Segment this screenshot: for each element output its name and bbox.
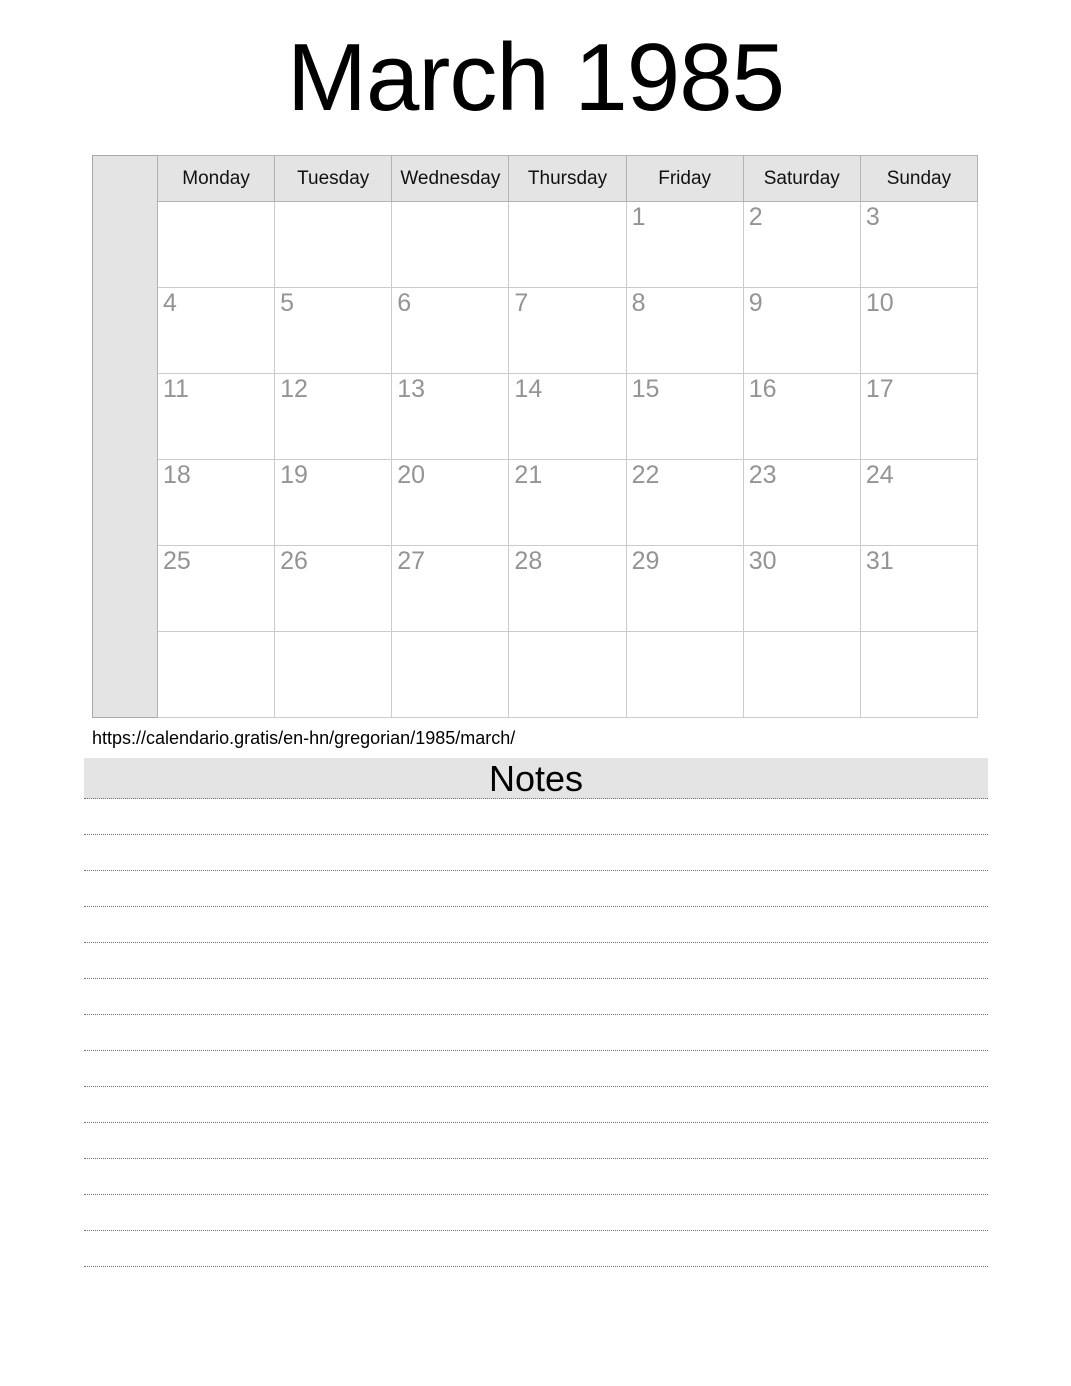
- calendar-week-row: [93, 460, 978, 546]
- day-cell: 3: [860, 202, 977, 288]
- day-cell: [860, 632, 977, 718]
- note-line: [84, 979, 988, 1015]
- day-cell: [158, 632, 275, 718]
- day-cell: [509, 202, 626, 288]
- day-cell: 9: [743, 288, 860, 374]
- day-cell: 4: [158, 288, 275, 374]
- day-cell: 13: [392, 374, 509, 460]
- day-cell: 21: [509, 460, 626, 546]
- note-line: [84, 1159, 988, 1195]
- note-line: [84, 1087, 988, 1123]
- day-header-monday: Monday: [158, 156, 275, 202]
- day-cell: [392, 202, 509, 288]
- day-cell: [392, 632, 509, 718]
- day-cell: 24: [860, 460, 977, 546]
- day-cell: 27: [392, 546, 509, 632]
- day-cell: 16: [743, 374, 860, 460]
- day-cell: 5: [275, 288, 392, 374]
- day-cell: 17: [860, 374, 977, 460]
- day-cell: [158, 202, 275, 288]
- calendar-week-row: [93, 288, 978, 374]
- note-line: [84, 871, 988, 907]
- day-header-sunday: Sunday: [860, 156, 977, 202]
- day-cell: [509, 632, 626, 718]
- note-line: [84, 943, 988, 979]
- note-line: [84, 1231, 988, 1267]
- calendar-header-row: [93, 156, 978, 202]
- notes-title: Notes: [488, 758, 584, 799]
- notes-header: [84, 758, 988, 799]
- day-cell: 15: [626, 374, 743, 460]
- week-side-cell: [93, 202, 158, 288]
- week-side-cell: [93, 374, 158, 460]
- day-cell: 18: [158, 460, 275, 546]
- week-side-cell: [93, 546, 158, 632]
- day-header-friday: Friday: [626, 156, 743, 202]
- calendar-body: [93, 202, 978, 718]
- day-cell: 29: [626, 546, 743, 632]
- note-line: [84, 835, 988, 871]
- day-cell: [275, 202, 392, 288]
- day-cell: 22: [626, 460, 743, 546]
- calendar-table: [92, 155, 978, 718]
- day-cell: 30: [743, 546, 860, 632]
- week-side-cell: [93, 460, 158, 546]
- note-line: [84, 1051, 988, 1087]
- note-lines: [84, 799, 988, 1267]
- day-cell: 11: [158, 374, 275, 460]
- calendar-week-row: [93, 202, 978, 288]
- calendar-week-row: [93, 632, 978, 718]
- day-header-wednesday: Wednesday: [392, 156, 509, 202]
- day-cell: 31: [860, 546, 977, 632]
- page-title: March 1985: [287, 24, 784, 131]
- day-cell: 19: [275, 460, 392, 546]
- day-cell: 8: [626, 288, 743, 374]
- week-side-cell: [93, 288, 158, 374]
- day-cell: 26: [275, 546, 392, 632]
- day-cell: [743, 632, 860, 718]
- day-cell: 6: [392, 288, 509, 374]
- notes-section: [84, 758, 988, 1267]
- day-header-thursday: Thursday: [509, 156, 626, 202]
- day-cell: 20: [392, 460, 509, 546]
- day-header-saturday: Saturday: [743, 156, 860, 202]
- day-cell: 23: [743, 460, 860, 546]
- calendar-week-row: [93, 374, 978, 460]
- day-cell: [275, 632, 392, 718]
- calendar-week-row: [93, 546, 978, 632]
- week-side-cell: [93, 632, 158, 718]
- day-cell: [626, 632, 743, 718]
- day-cell: 10: [860, 288, 977, 374]
- calendar-corner-cell: [93, 156, 158, 202]
- source-url: https://calendario.gratis/en-hn/gregorian/1985/march/: [92, 728, 516, 748]
- day-cell: 7: [509, 288, 626, 374]
- note-line: [84, 907, 988, 943]
- day-header-tuesday: Tuesday: [275, 156, 392, 202]
- day-cell: 1: [626, 202, 743, 288]
- note-line: [84, 1123, 988, 1159]
- day-cell: 25: [158, 546, 275, 632]
- day-cell: 12: [275, 374, 392, 460]
- day-cell: 2: [743, 202, 860, 288]
- note-line: [84, 1195, 988, 1231]
- day-cell: 28: [509, 546, 626, 632]
- note-line: [84, 1015, 988, 1051]
- note-line: [84, 799, 988, 835]
- day-cell: 14: [509, 374, 626, 460]
